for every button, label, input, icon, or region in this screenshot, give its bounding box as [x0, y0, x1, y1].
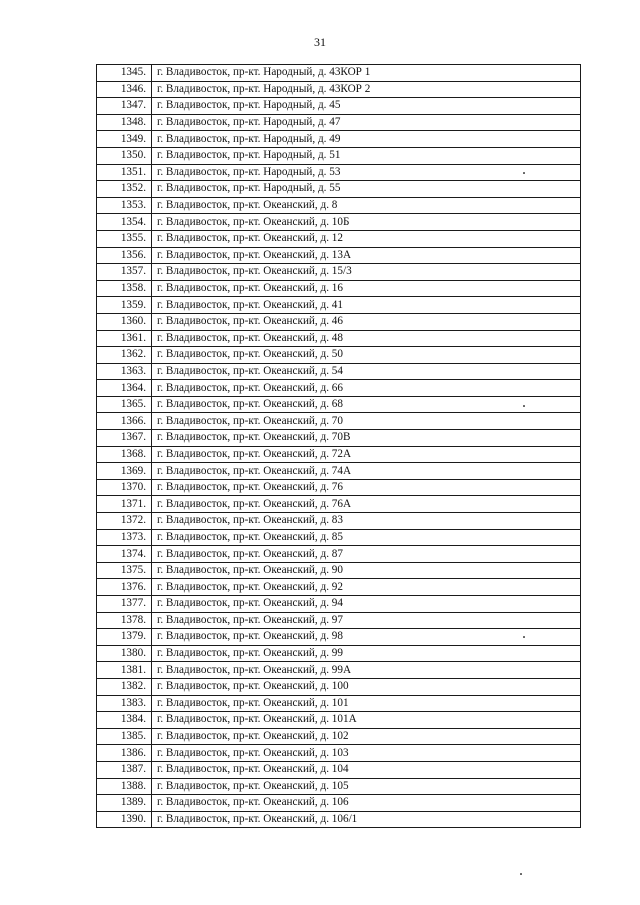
table-row	[97, 562, 581, 579]
row-address: г. Владивосток, пр-кт. Океанский, д. 76А	[152, 496, 581, 513]
row-address: г. Владивосток, пр-кт. Океанский, д. 106/1	[152, 811, 581, 828]
table-row	[97, 81, 581, 98]
row-number: 1384.	[97, 712, 152, 729]
row-number: 1372.	[97, 513, 152, 530]
table-row	[97, 98, 581, 115]
row-address: г. Владивосток, пр-кт. Народный, д. 53	[152, 164, 581, 181]
table-row	[97, 778, 581, 795]
row-address: г. Владивосток, пр-кт. Океанский, д. 104	[152, 761, 581, 778]
row-address: г. Владивосток, пр-кт. Океанский, д. 16	[152, 280, 581, 297]
table-row	[97, 297, 581, 314]
row-number: 1389.	[97, 795, 152, 812]
row-number: 1354.	[97, 214, 152, 231]
row-number: 1350.	[97, 147, 152, 164]
table-row	[97, 579, 581, 596]
row-address: г. Владивосток, пр-кт. Народный, д. 45	[152, 98, 581, 115]
row-number: 1376.	[97, 579, 152, 596]
table-row	[97, 463, 581, 480]
row-number: 1366.	[97, 413, 152, 430]
row-address: г. Владивосток, пр-кт. Океанский, д. 83	[152, 513, 581, 530]
table-row	[97, 396, 581, 413]
table-row	[97, 629, 581, 646]
row-number: 1374.	[97, 546, 152, 563]
table-row	[97, 612, 581, 629]
address-table	[96, 64, 581, 828]
row-address: г. Владивосток, пр-кт. Океанский, д. 99	[152, 645, 581, 662]
table-row	[97, 347, 581, 364]
row-address: г. Владивосток, пр-кт. Океанский, д. 48	[152, 330, 581, 347]
scan-speck	[523, 405, 525, 407]
row-number: 1346.	[97, 81, 152, 98]
scan-speck	[520, 873, 522, 875]
row-number: 1361.	[97, 330, 152, 347]
row-number: 1364.	[97, 380, 152, 397]
row-number: 1355.	[97, 230, 152, 247]
row-address: г. Владивосток, пр-кт. Океанский, д. 54	[152, 363, 581, 380]
row-number: 1387.	[97, 761, 152, 778]
row-number: 1367.	[97, 430, 152, 447]
row-number: 1385.	[97, 728, 152, 745]
scan-speck	[523, 636, 525, 638]
row-address: г. Владивосток, пр-кт. Океанский, д. 66	[152, 380, 581, 397]
row-address: г. Владивосток, пр-кт. Океанский, д. 72А	[152, 446, 581, 463]
table-row	[97, 264, 581, 281]
row-number: 1380.	[97, 645, 152, 662]
row-address: г. Владивосток, пр-кт. Океанский, д. 10Б	[152, 214, 581, 231]
table-row	[97, 695, 581, 712]
row-address: г. Владивосток, пр-кт. Океанский, д. 103	[152, 745, 581, 762]
row-number: 1357.	[97, 264, 152, 281]
table-row	[97, 678, 581, 695]
table-row	[97, 380, 581, 397]
row-number: 1377.	[97, 596, 152, 613]
row-address: г. Владивосток, пр-кт. Океанский, д. 94	[152, 596, 581, 613]
row-address: г. Владивосток, пр-кт. Океанский, д. 90	[152, 562, 581, 579]
row-number: 1351.	[97, 164, 152, 181]
table-row	[97, 181, 581, 198]
row-number: 1345.	[97, 65, 152, 82]
row-address: г. Владивосток, пр-кт. Народный, д. 43КОР 2	[152, 81, 581, 98]
row-address: г. Владивосток, пр-кт. Океанский, д. 100	[152, 678, 581, 695]
table-row	[97, 712, 581, 729]
table-row	[97, 147, 581, 164]
row-address: г. Владивосток, пр-кт. Океанский, д. 70В	[152, 430, 581, 447]
page-number: 31	[314, 35, 326, 49]
table-row	[97, 197, 581, 214]
row-number: 1383.	[97, 695, 152, 712]
table-row	[97, 164, 581, 181]
table-row	[97, 114, 581, 131]
row-number: 1369.	[97, 463, 152, 480]
row-address: г. Владивосток, пр-кт. Океанский, д. 85	[152, 529, 581, 546]
row-number: 1365.	[97, 396, 152, 413]
row-number: 1363.	[97, 363, 152, 380]
table-row	[97, 214, 581, 231]
row-number: 1359.	[97, 297, 152, 314]
row-number: 1373.	[97, 529, 152, 546]
row-number: 1360.	[97, 313, 152, 330]
row-number: 1348.	[97, 114, 152, 131]
row-number: 1386.	[97, 745, 152, 762]
table-row	[97, 247, 581, 264]
table-row	[97, 662, 581, 679]
row-address: г. Владивосток, пр-кт. Океанский, д. 74А	[152, 463, 581, 480]
row-number: 1356.	[97, 247, 152, 264]
table-row	[97, 761, 581, 778]
table-row	[97, 363, 581, 380]
row-address: г. Владивосток, пр-кт. Народный, д. 43КОР 1	[152, 65, 581, 82]
row-address: г. Владивосток, пр-кт. Океанский, д. 50	[152, 347, 581, 364]
row-address: г. Владивосток, пр-кт. Океанский, д. 70	[152, 413, 581, 430]
row-address: г. Владивосток, пр-кт. Океанский, д. 13А	[152, 247, 581, 264]
row-address: г. Владивосток, пр-кт. Океанский, д. 12	[152, 230, 581, 247]
row-address: г. Владивосток, пр-кт. Океанский, д. 99А	[152, 662, 581, 679]
row-address: г. Владивосток, пр-кт. Народный, д. 47	[152, 114, 581, 131]
row-number: 1388.	[97, 778, 152, 795]
row-address: г. Владивосток, пр-кт. Океанский, д. 92	[152, 579, 581, 596]
table-row	[97, 413, 581, 430]
row-address: г. Владивосток, пр-кт. Океанский, д. 101А	[152, 712, 581, 729]
table-row	[97, 513, 581, 530]
row-number: 1358.	[97, 280, 152, 297]
row-number: 1370.	[97, 479, 152, 496]
table-row	[97, 330, 581, 347]
table-row	[97, 479, 581, 496]
table-row	[97, 529, 581, 546]
table-row	[97, 795, 581, 812]
row-number: 1382.	[97, 678, 152, 695]
row-number: 1368.	[97, 446, 152, 463]
row-number: 1352.	[97, 181, 152, 198]
row-address: г. Владивосток, пр-кт. Народный, д. 49	[152, 131, 581, 148]
row-address: г. Владивосток, пр-кт. Океанский, д. 41	[152, 297, 581, 314]
table-row	[97, 645, 581, 662]
row-number: 1378.	[97, 612, 152, 629]
table-row	[97, 131, 581, 148]
row-address: г. Владивосток, пр-кт. Народный, д. 51	[152, 147, 581, 164]
row-address: г. Владивосток, пр-кт. Океанский, д. 8	[152, 197, 581, 214]
row-address: г. Владивосток, пр-кт. Океанский, д. 76	[152, 479, 581, 496]
row-address: г. Владивосток, пр-кт. Океанский, д. 102	[152, 728, 581, 745]
row-address: г. Владивосток, пр-кт. Океанский, д. 97	[152, 612, 581, 629]
scan-speck	[523, 172, 525, 174]
row-number: 1353.	[97, 197, 152, 214]
table-row	[97, 811, 581, 828]
row-address: г. Владивосток, пр-кт. Народный, д. 55	[152, 181, 581, 198]
row-address: г. Владивосток, пр-кт. Океанский, д. 68	[152, 396, 581, 413]
table-row	[97, 546, 581, 563]
table-row	[97, 280, 581, 297]
table-row	[97, 596, 581, 613]
row-number: 1349.	[97, 131, 152, 148]
table-row	[97, 430, 581, 447]
row-address: г. Владивосток, пр-кт. Океанский, д. 15/3	[152, 264, 581, 281]
row-address: г. Владивосток, пр-кт. Океанский, д. 87	[152, 546, 581, 563]
table-row	[97, 745, 581, 762]
table-row	[97, 313, 581, 330]
row-number: 1371.	[97, 496, 152, 513]
row-address: г. Владивосток, пр-кт. Океанский, д. 106	[152, 795, 581, 812]
row-number: 1381.	[97, 662, 152, 679]
table-row	[97, 230, 581, 247]
address-table-body	[97, 65, 581, 828]
table-row	[97, 496, 581, 513]
row-address: г. Владивосток, пр-кт. Океанский, д. 105	[152, 778, 581, 795]
table-row	[97, 728, 581, 745]
table-row	[97, 65, 581, 82]
row-number: 1362.	[97, 347, 152, 364]
row-address: г. Владивосток, пр-кт. Океанский, д. 98	[152, 629, 581, 646]
table-row	[97, 446, 581, 463]
row-number: 1375.	[97, 562, 152, 579]
row-number: 1379.	[97, 629, 152, 646]
row-number: 1390.	[97, 811, 152, 828]
row-address: г. Владивосток, пр-кт. Океанский, д. 46	[152, 313, 581, 330]
row-address: г. Владивосток, пр-кт. Океанский, д. 101	[152, 695, 581, 712]
row-number: 1347.	[97, 98, 152, 115]
